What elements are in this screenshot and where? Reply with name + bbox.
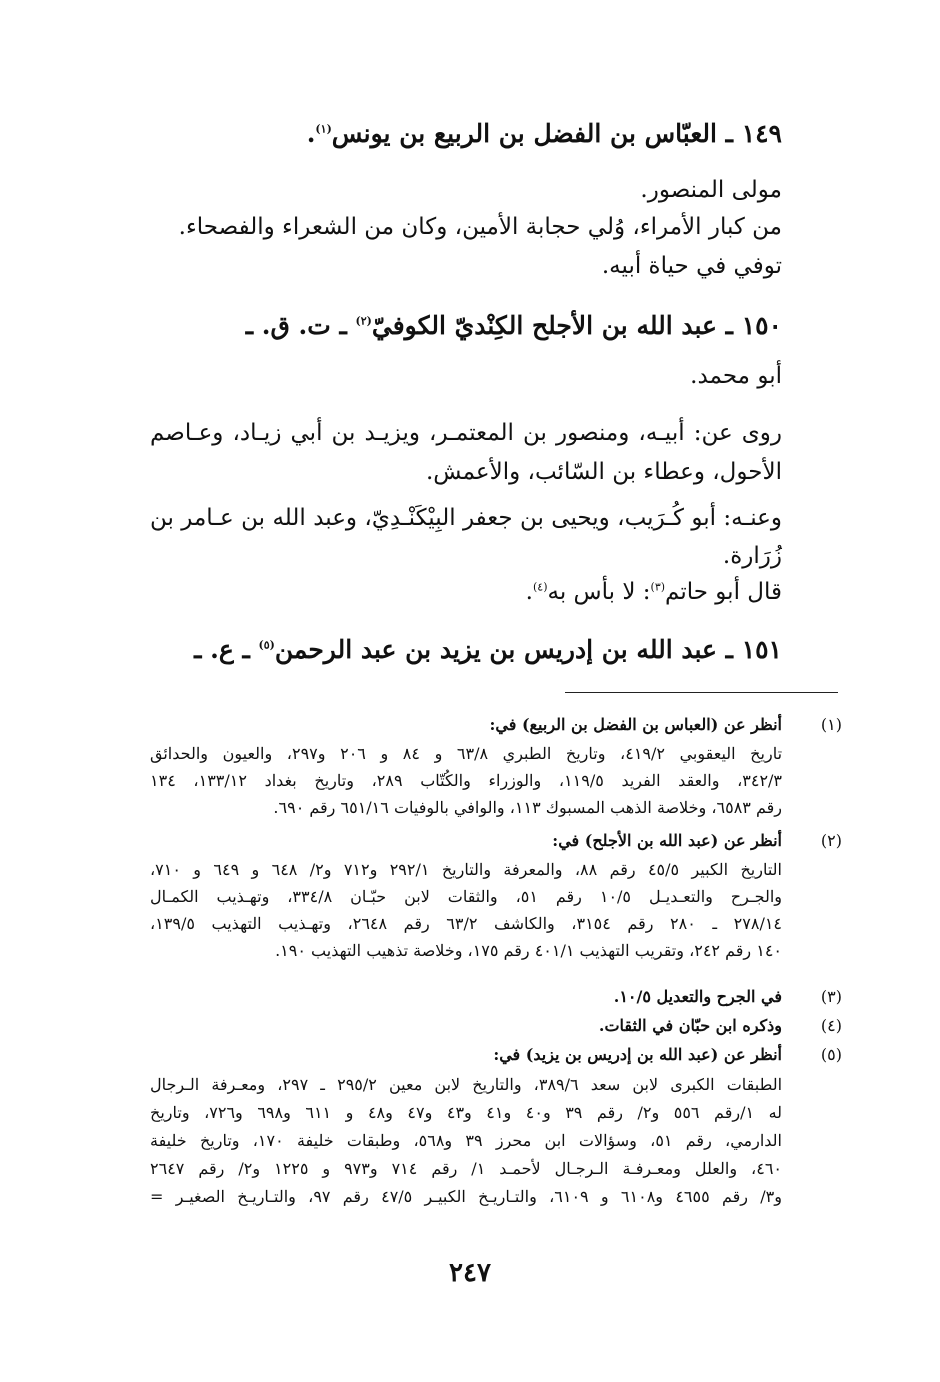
footnote-5-line-5: و٣/ رقم ٤٦٥٥ و٦١٠٨ و ٦١٠٩، والتـاريـخ الكبيـر ٤٧/٥ رقم ٩٧، والتـاريـخ الصغيـر = [150,1187,782,1206]
entry-150-line-1: أبو محمد. [690,363,782,389]
footnote-1-line-0: أنظر عن (العباس بن الفضل بن الربيع) في: [489,715,782,734]
footnote-2-line-1: التاريخ الكبير ٤٥/٥ رقم ٨٨، والمعرفة والتاريخ ٢٩٢/١ و٧١٢ و٢/ ٦٤٨ و ٦٤٩ و ٧١٠، [150,860,783,879]
footnote-3-number: (٣) [820,987,842,1006]
page-number: ٢٤٧ [449,1258,491,1288]
footnote-1-line-3: رقم ٦٥٨٣، وخلاصة الذهب المسبوك ١١٣، والوافي بالوفيات ٦٥١/١٦ رقم ٦٩٠. [273,798,782,817]
footnote-5-line-3: الدارمي، رقم ٥١، وسؤالات ابن محرز ٣٩ و٥٦٨، وطبقات خليفة ١٧٠، وتاريخ خليفة [150,1131,783,1150]
entry-149-end: . [306,119,316,148]
footnote-3-text: في الجرح والتعديل ١٠/٥. [613,987,782,1006]
entry-151-title: ١٥١ ـ عبد الله بن إدريس بن يزيد بن عبد الرحمن [274,635,782,664]
entry-149-title: ١٤٩ ـ العبّاس بن الفضل بن الربيع بن يونس [331,119,782,148]
footnote-5-number: (٥) [820,1045,842,1064]
entry-149-line-3: توفي في حياة أبيه. [601,253,782,279]
footnote-5-line-2: له ١/رقم ٥٥٦ و٢/ رقم ٣٩ و٤٠ و٤١ و٤٣ و٤٧ و٤٨ و ٦١١ و٦٩٨ و٧٢٦، وتاريخ [150,1103,783,1122]
footnote-1-number: (١) [820,715,842,734]
entry-150-line-2b: الأحول، وعطاء بن السّائب، والأعمش. [425,459,782,485]
footnote-5-line-1: الطبقات الكبرى لابن سعد ٣٨٩/٦، والتاريخ لابن معين ٢٩٥/٢ ـ ٢٩٧، ومعـرفة الـرجال [150,1075,783,1094]
entry-150-heading [150,306,782,346]
footnote-4-text: وذكره ابن حبّان في الثقات. [598,1016,782,1035]
footnote-1 [150,712,842,822]
footnote-2-line-3: ٢٧٨/١٤ ـ ٢٨٠ رقم ٣١٥٤، والكاشف ٦٣/٢ رقم ٢٦٤٨، وتهـذيب التهذيب ١٣٩/٥، [150,914,783,933]
footnote-1-line-2: ٣٤٢/٣، والعقد الفريد ١١٩/٥، والوزراء والكُتّاب ٢٨٩، وتاريخ بغداد ١٣٣/١٢، ١٣٤ [150,771,783,790]
footnote-ref-4: (٤) [532,580,548,594]
quote-end: . [525,579,533,605]
footnote-5-line-0: أنظر عن (عبد الله بن إدريس بن يزيد) في: [493,1045,782,1064]
footnote-1-line-1: تاريخ اليعقوبي ٤١٩/٢، وتاريخ الطبري ٦٣/٨ و ٨٤ و ٢٠٦ و٢٩٧، والعيون والحدائق [150,744,783,763]
footnote-separator [565,692,838,693]
entry-151-end: ـ ع. ـ [194,635,259,664]
footnote-2-line-0: أنظر عن (عبد الله بن الأجلح) في: [552,831,782,850]
footnote-2 [150,828,842,978]
quote-body: : لا بأس به [547,579,651,605]
quote-prefix: قال أبو حاتم [665,579,782,605]
entry-150-title: ١٥٠ ـ عبد الله بن الأجلح الكِنْديّ الكوفيّ [371,311,782,340]
footnote-ref-1: (١) [315,122,332,136]
entry-150-end: ـ ت. ق. ـ [245,311,356,340]
footnote-ref-3: (٣) [650,580,666,594]
entry-149-line-1: مولى المنصور. [640,177,782,203]
footnote-4-number: (٤) [820,1016,842,1035]
footnote-5-line-4: ٤٦٠، والعلل ومعـرفـة الـرجـال لأحمـد ١/ رقم ٧١٤ و٩٧٣ و ١٢٢٥ و٢/ رقم ٢٦٤٧ [150,1159,782,1178]
footnote-ref-5: (٥) [258,638,275,652]
footnote-2-number: (٢) [820,831,842,850]
entry-150-line-4 [150,572,782,612]
entry-151-heading [150,630,782,670]
entry-149-heading [150,114,782,154]
entry-150-line-3b: زُرَارة. [722,543,782,569]
footnote-5 [150,1042,842,1222]
entry-149-line-2: من كبار الأمراء، وُلي حجابة الأمين، وكان من الشعراء والفصحاء. [178,214,782,240]
footnote-2-line-2: والجـرح والتعـديـل ١٠/٥ رقم ٥١، والثقات لابن حبّـان ٣٣٤/٨، وتهـذيب الكمـال [150,887,783,906]
entry-150-line-3a: وعنـه: أبو كُـرَيب، ويحيى بن جعفر البِيْكَنْـدِيّ، وعبد الله بن عـامر بن [150,505,782,531]
footnote-2-line-4: ١٤٠ رقم ٢٤٢، وتقريب التهذيب ٤٠١/١ رقم ١٧٥، وخلاصة تذهيب التهذيب ١٩٠. [275,941,782,960]
entry-150-line-2a: روى عن: أبيـه، ومنصور بن المعتمـر، ويزيـد بن أبي زيـاد، وعـاصم [150,420,782,446]
footnote-4 [150,1013,842,1041]
footnote-3 [150,984,842,1012]
footnote-ref-2: (٢) [355,314,372,328]
